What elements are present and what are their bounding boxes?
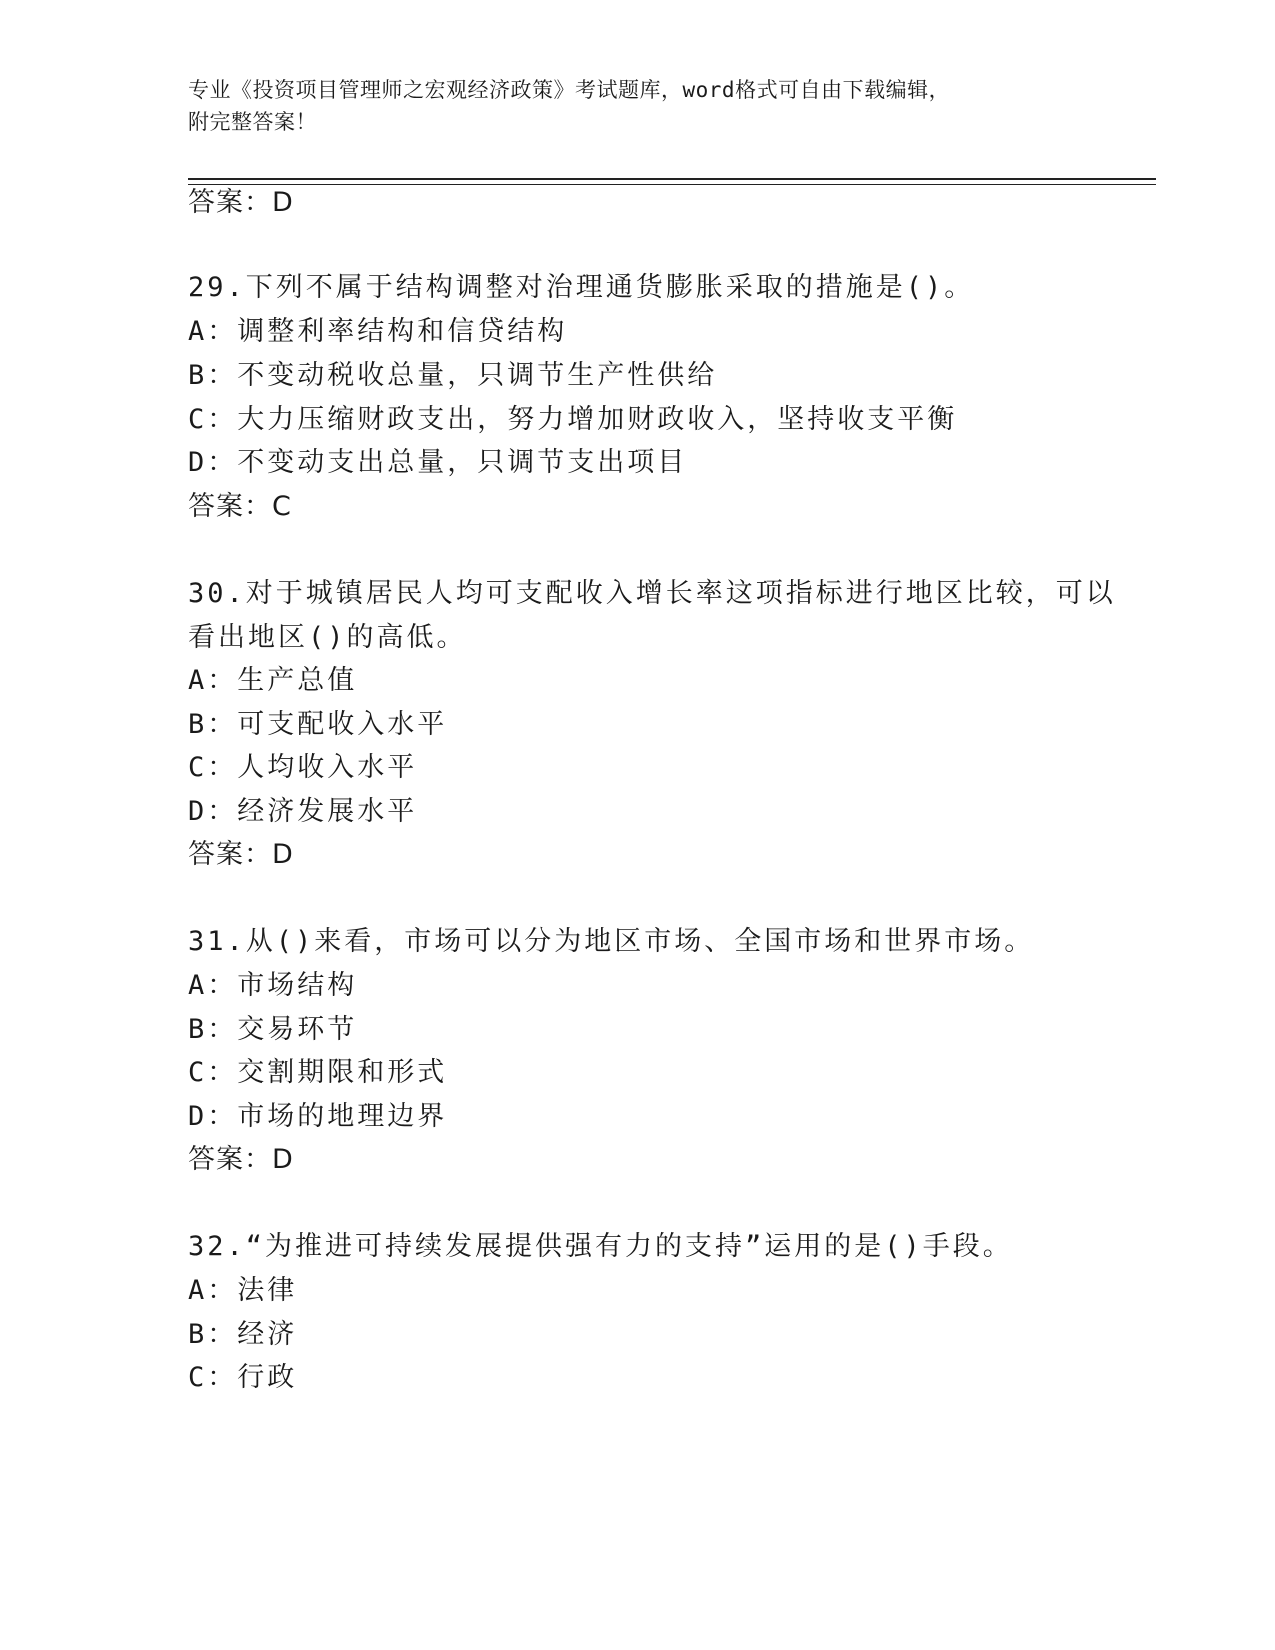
question-30-option-c: C：人均收入水平 — [188, 752, 418, 783]
question-31-option-d: D：市场的地理边界 — [188, 1101, 448, 1132]
question-29-option-d: D：不变动支出总量，只调节支出项目 — [188, 447, 688, 478]
question-29-answer: 答案：C — [188, 491, 292, 522]
question-30-answer: 答案：D — [188, 839, 294, 870]
question-31-option-a: A：市场结构 — [188, 970, 358, 1001]
question-31-option-b: B：交易环节 — [188, 1014, 358, 1045]
question-30-stem-line-1: 30.对于城镇居民人均可支配收入增长率这项指标进行地区比较，可以 — [188, 578, 1116, 609]
question-30-option-b: B：可支配收入水平 — [188, 709, 448, 740]
header-line-2: 附完整答案！ — [188, 110, 317, 134]
question-30-option-d: D：经济发展水平 — [188, 796, 418, 827]
header-divider — [188, 178, 1156, 185]
question-32-option-c: C：行政 — [188, 1362, 298, 1393]
question-29-stem: 29.下列不属于结构调整对治理通货膨胀采取的措施是()。 — [188, 272, 975, 303]
question-29-option-b: B：不变动税收总量，只调节生产性供给 — [188, 360, 718, 391]
question-29-option-a: A：调整利率结构和信贷结构 — [188, 316, 568, 347]
header-line-1: 专业《投资项目管理师之宏观经济政策》考试题库，word格式可自由下载编辑， — [188, 78, 951, 102]
question-31-option-c: C：交割期限和形式 — [188, 1057, 448, 1088]
question-32-option-a: A：法律 — [188, 1275, 298, 1306]
question-31-stem: 31.从()来看，市场可以分为地区市场、全国市场和世界市场。 — [188, 926, 1035, 957]
question-32-stem: 32.“为推进可持续发展提供强有力的支持”运用的是()手段。 — [188, 1231, 1013, 1262]
page-header — [188, 74, 1068, 138]
question-30-option-a: A：生产总值 — [188, 665, 358, 696]
question-32-option-b: B：经济 — [188, 1319, 298, 1350]
question-31-answer: 答案：D — [188, 1144, 294, 1175]
question-30-stem-line-2: 看出地区()的高低。 — [188, 622, 467, 653]
question-29-option-c: C：大力压缩财政支出，努力增加财政收入，坚持收支平衡 — [188, 404, 958, 435]
answer-line: 答案：D — [188, 187, 294, 218]
